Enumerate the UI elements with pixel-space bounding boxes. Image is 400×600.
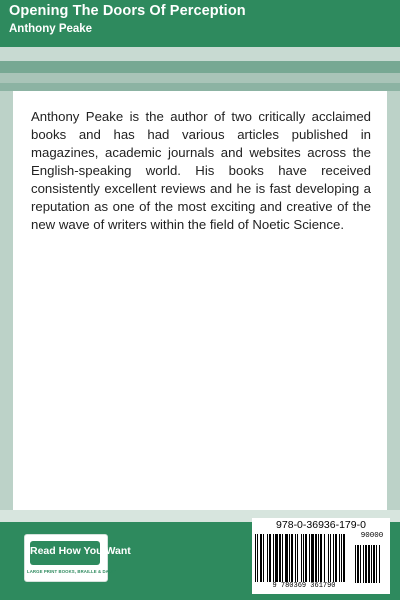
publisher-tagline: LARGE PRINT BOOKS, BRAILLE & DAISY bbox=[27, 569, 117, 574]
author-blurb: Anthony Peake is the author of two critically acclaimed books and has had various articles published in magazines, academic journals and websites across the English-speaking world. His books have received consistently excellent reviews and he is fast developing a reputation as one of the most exciting and creative of the new wave of writers within the field of Noetic Science. bbox=[31, 109, 371, 232]
publisher-logo-badge bbox=[30, 541, 131, 565]
blurb-panel bbox=[13, 91, 387, 522]
decorative-stripe bbox=[0, 47, 400, 61]
ean-barcode-bars bbox=[255, 534, 353, 582]
isbn-barcode bbox=[252, 518, 390, 594]
decorative-stripe bbox=[0, 83, 400, 91]
barcode-addon-digits: 90000 bbox=[360, 532, 384, 540]
left-margin-band bbox=[0, 91, 13, 522]
decorative-stripe bbox=[0, 61, 400, 73]
ean-digits: 9 780369 361790 bbox=[272, 582, 336, 590]
isbn-number: 978-0-36936-179-0 bbox=[276, 519, 366, 531]
addon-barcode-bars bbox=[355, 545, 387, 583]
book-title: Opening The Doors Of Perception bbox=[9, 3, 246, 19]
publisher-logo bbox=[24, 534, 131, 582]
publisher-name: Read How You Want bbox=[30, 545, 131, 557]
decorative-stripe bbox=[0, 73, 400, 83]
book-author: Anthony Peake bbox=[9, 23, 93, 35]
cover-header-band bbox=[0, 0, 400, 47]
right-margin-band bbox=[387, 91, 400, 522]
